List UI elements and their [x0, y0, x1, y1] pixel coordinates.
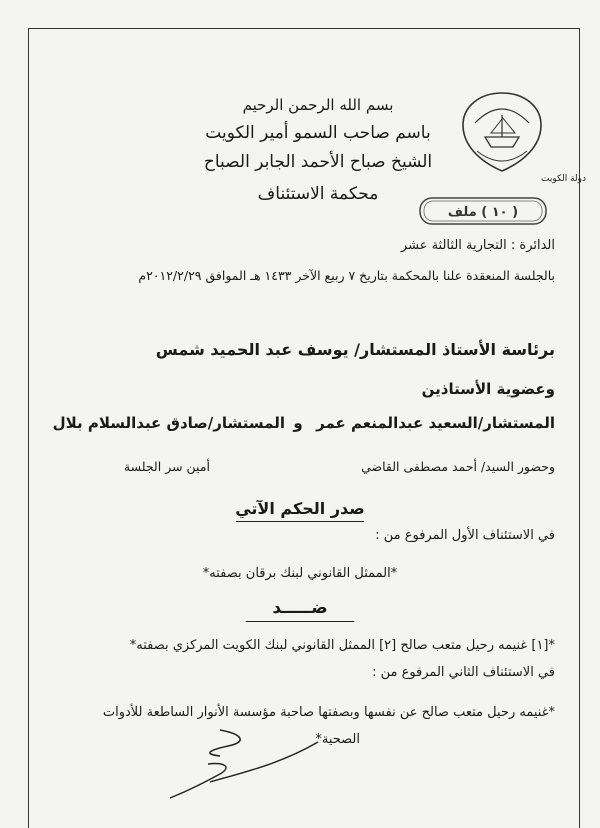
kuwait-emblem-icon: [455, 85, 586, 185]
signature-icon: [150, 712, 320, 802]
clerk-presence: وحضور السيد/ أحمد مصطفى القاضي: [361, 459, 555, 474]
respondents: *[١] غنيمه رحيل متعب صالح [٢] الممثل القانوني لبنك الكويت المركزي بصفته*: [129, 638, 555, 653]
emir-name: الشيخ صباح الأحمد الجابر الصباح: [203, 152, 433, 172]
against-heading: ضـــــد: [272, 598, 328, 618]
in-name-of: باسم صاحب السمو أمير الكويت: [205, 123, 431, 143]
second-appellant-line-2: الصحية*: [315, 732, 360, 747]
basmala: بسم الله الرحمن الرحيم: [242, 96, 394, 114]
file-stamp-text: ( ١٠ ) ملف: [447, 205, 519, 220]
court-name: محكمة الاستئناف: [257, 184, 379, 204]
second-appeal-label: في الاستئناف الثاني المرفوع من :: [372, 665, 555, 680]
against-underline: [246, 621, 354, 622]
members-title: وعضوية الأستاذين: [421, 380, 555, 398]
session-date: بالجلسة المنعقدة علنا بالمحكمة بتاريخ ٧ ربيع الآخر ١٤٣٣ هـ الموافق ٢٠١٢/٢/٢٩م: [138, 268, 555, 283]
circuit: الدائرة : التجارية الثالثة عشر: [400, 238, 555, 253]
first-appellant: *الممثل القانوني لبنك برقان بصفته*: [202, 566, 398, 581]
member-1: المستشار/السعيد عبدالمنعم عمر: [316, 414, 555, 432]
first-appeal-label: في الاستئناف الأول المرفوع من :: [375, 528, 555, 543]
clerk-title: أمين سر الجلسة: [123, 459, 210, 474]
presidency: برئاسة الأستاذ المستشار/ يوسف عبد الحميد شمس: [155, 340, 555, 359]
emblem-caption: دولة الكويت: [541, 174, 586, 184]
and-conjunction: و: [293, 414, 303, 432]
member-2: المستشار/صادق عبدالسلام بلال: [52, 414, 285, 432]
file-number-stamp: [418, 196, 548, 226]
judgment-title-underline: [236, 521, 364, 522]
judgment-title: صدر الحكم الآتي: [235, 499, 365, 518]
second-appellant-line-1: *غنيمه رحيل متعب صالح عن نفسها وبصفتها صاحبة مؤسسة الأنوار الساطعة للأدوات: [102, 705, 555, 720]
